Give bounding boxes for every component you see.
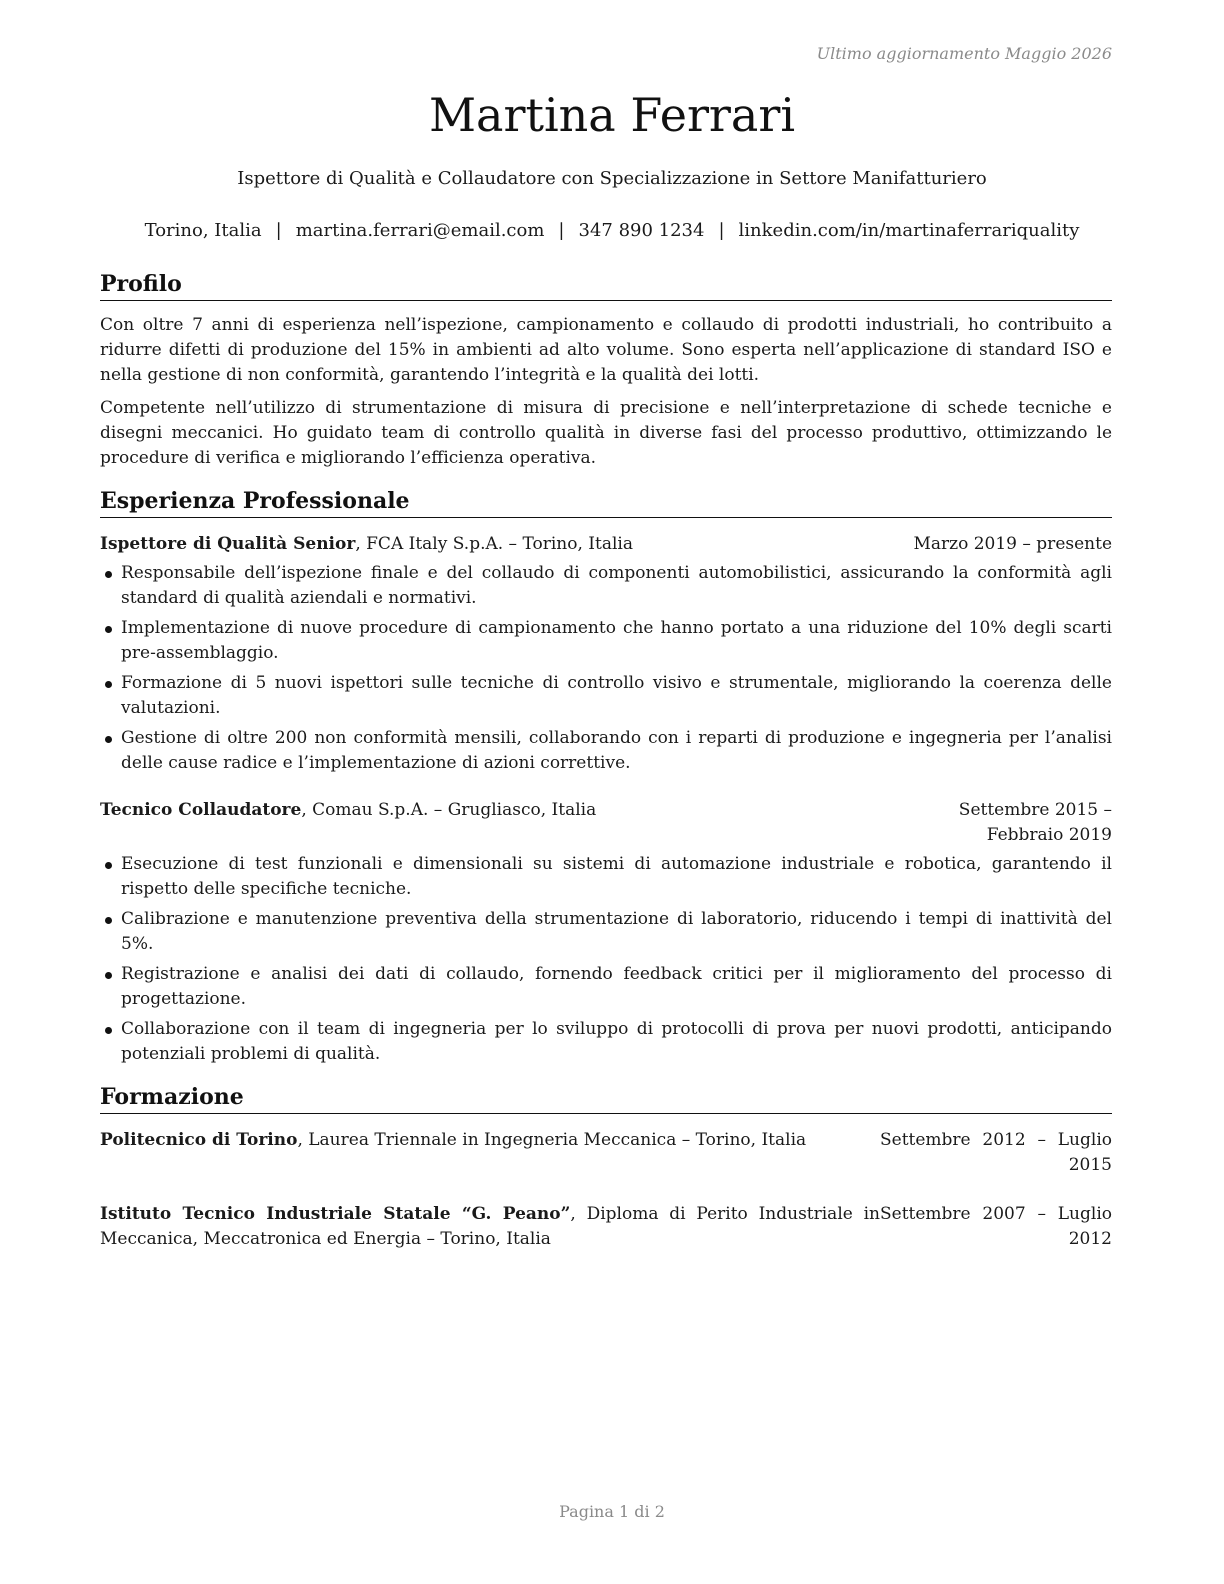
contact-separator: | <box>275 220 282 241</box>
list-item: Collaborazione con il team di ingegneria per lo sviluppo di protocolli di prova per nuovi prodotti, anticipando potenziali problemi di qualità. <box>100 1017 1112 1067</box>
job-company: , FCA Italy S.p.A. – Torino, Italia <box>355 534 633 554</box>
list-item: Implementazione di nuove procedure di campionamento che hanno portato a una riduzione del 10% degli scarti pre-assemblaggio. <box>100 616 1112 666</box>
profile-paragraph: Competente nell’utilizzo di strumentazione di misura di precisione e nell’interpretazione di schede tecniche e disegni meccanici. Ho guidato team di controllo qualità in diverse fasi del processo produttivo, ottimizzando le procedure di verifica e migliorando l’efficienza operativa. <box>100 398 1112 468</box>
profile-section <box>100 270 1112 471</box>
list-item: Registrazione e analisi dei dati di collaudo, fornendo feedback critici per il miglioramento del processo di progettazione. <box>100 962 1112 1012</box>
contact-line <box>0 220 1224 241</box>
profile-heading: Profilo <box>100 270 1112 301</box>
education-title-line <box>100 1202 880 1252</box>
list-item: Calibrazione e manutenzione preventiva della strumentazione di laboratorio, riducendo i tempi di inattività del 5%. <box>100 907 1112 957</box>
page-number: Pagina 1 di 2 <box>559 1502 665 1521</box>
candidate-name: Martina Ferrari <box>428 88 796 142</box>
job-dates: Settembre 2015 – Febbraio 2019 <box>958 800 1112 845</box>
contact-linkedin[interactable]: linkedin.com/in/martinaferrariquality <box>738 220 1080 241</box>
job-company: , Comau S.p.A. – Grugliasco, Italia <box>301 800 597 820</box>
education-entry <box>100 1128 1112 1178</box>
education-school: Politecnico di Torino <box>100 1130 298 1150</box>
contact-location: Torino, Italia <box>144 220 262 241</box>
job-title-line <box>100 532 633 557</box>
list-item: Responsabile dell’ispezione finale e del collaudo di componenti automobilistici, assicurando la conformità agli standard di qualità aziendali e normativi. <box>100 561 1112 611</box>
education-dates: Settembre 2012 – Luglio 2015 <box>880 1130 1112 1175</box>
job-bullets <box>100 561 1112 776</box>
education-title-line <box>100 1128 880 1178</box>
job-entry <box>100 798 1112 1067</box>
job-dates: Marzo 2019 – presente <box>913 534 1112 554</box>
list-item: Esecuzione di test funzionali e dimensionali su sistemi di automazione industriale e robotica, garantendo il rispetto delle specifiche tecniche. <box>100 852 1112 902</box>
experience-heading: Esperienza Professionale <box>100 487 1112 518</box>
job-header <box>100 798 1112 848</box>
candidate-headline: Ispettore di Qualità e Collaudatore con Specializzazione in Settore Manifatturiero <box>237 168 987 189</box>
job-bullets <box>100 852 1112 1067</box>
education-dates: Settembre 2007 – Luglio 2012 <box>880 1204 1112 1249</box>
contact-separator: | <box>558 220 565 241</box>
contact-separator: | <box>718 220 725 241</box>
list-item: Formazione di 5 nuovi ispettori sulle tecniche di controllo visivo e strumentale, migliorando la coerenza delle valutazioni. <box>100 671 1112 721</box>
job-entry <box>100 532 1112 776</box>
job-header <box>100 532 1112 557</box>
job-role: Tecnico Collaudatore <box>100 800 302 820</box>
education-degree: , Laurea Triennale in Ingegneria Meccanica – Torino, Italia <box>297 1130 807 1150</box>
education-section <box>100 1083 1112 1252</box>
education-entry <box>100 1202 1112 1252</box>
resume-content <box>100 270 1112 1252</box>
list-item: Gestione di oltre 200 non conformità mensili, collaborando con i reparti di produzione e ingegneria per l’analisi delle cause radice e l’implementazione di azioni correttive. <box>100 726 1112 776</box>
profile-paragraph: Con oltre 7 anni di esperienza nell’ispezione, campionamento e collaudo di prodotti industriali, ho contribuito a ridurre difetti di produzione del 15% in ambienti ad alto volume. Sono esperta nell’applicazione di standard ISO e nella gestione di non conformità, garantendo l’integrità e la qualità dei lotti. <box>100 315 1112 385</box>
education-degree: , Diploma di Perito Industriale in Meccanica, Meccatronica ed Energia – Torino, Italia <box>100 1204 880 1249</box>
last-updated: Ultimo aggiornamento Maggio 2026 <box>816 44 1112 63</box>
contact-email[interactable]: martina.ferrari@email.com <box>295 220 545 241</box>
education-heading: Formazione <box>100 1083 1112 1114</box>
education-school: Istituto Tecnico Industriale Statale “G. Peano” <box>100 1204 571 1224</box>
contact-phone[interactable]: 347 890 1234 <box>578 220 705 241</box>
job-role: Ispettore di Qualità Senior <box>100 534 356 554</box>
experience-section <box>100 487 1112 1067</box>
job-title-line <box>100 798 596 848</box>
